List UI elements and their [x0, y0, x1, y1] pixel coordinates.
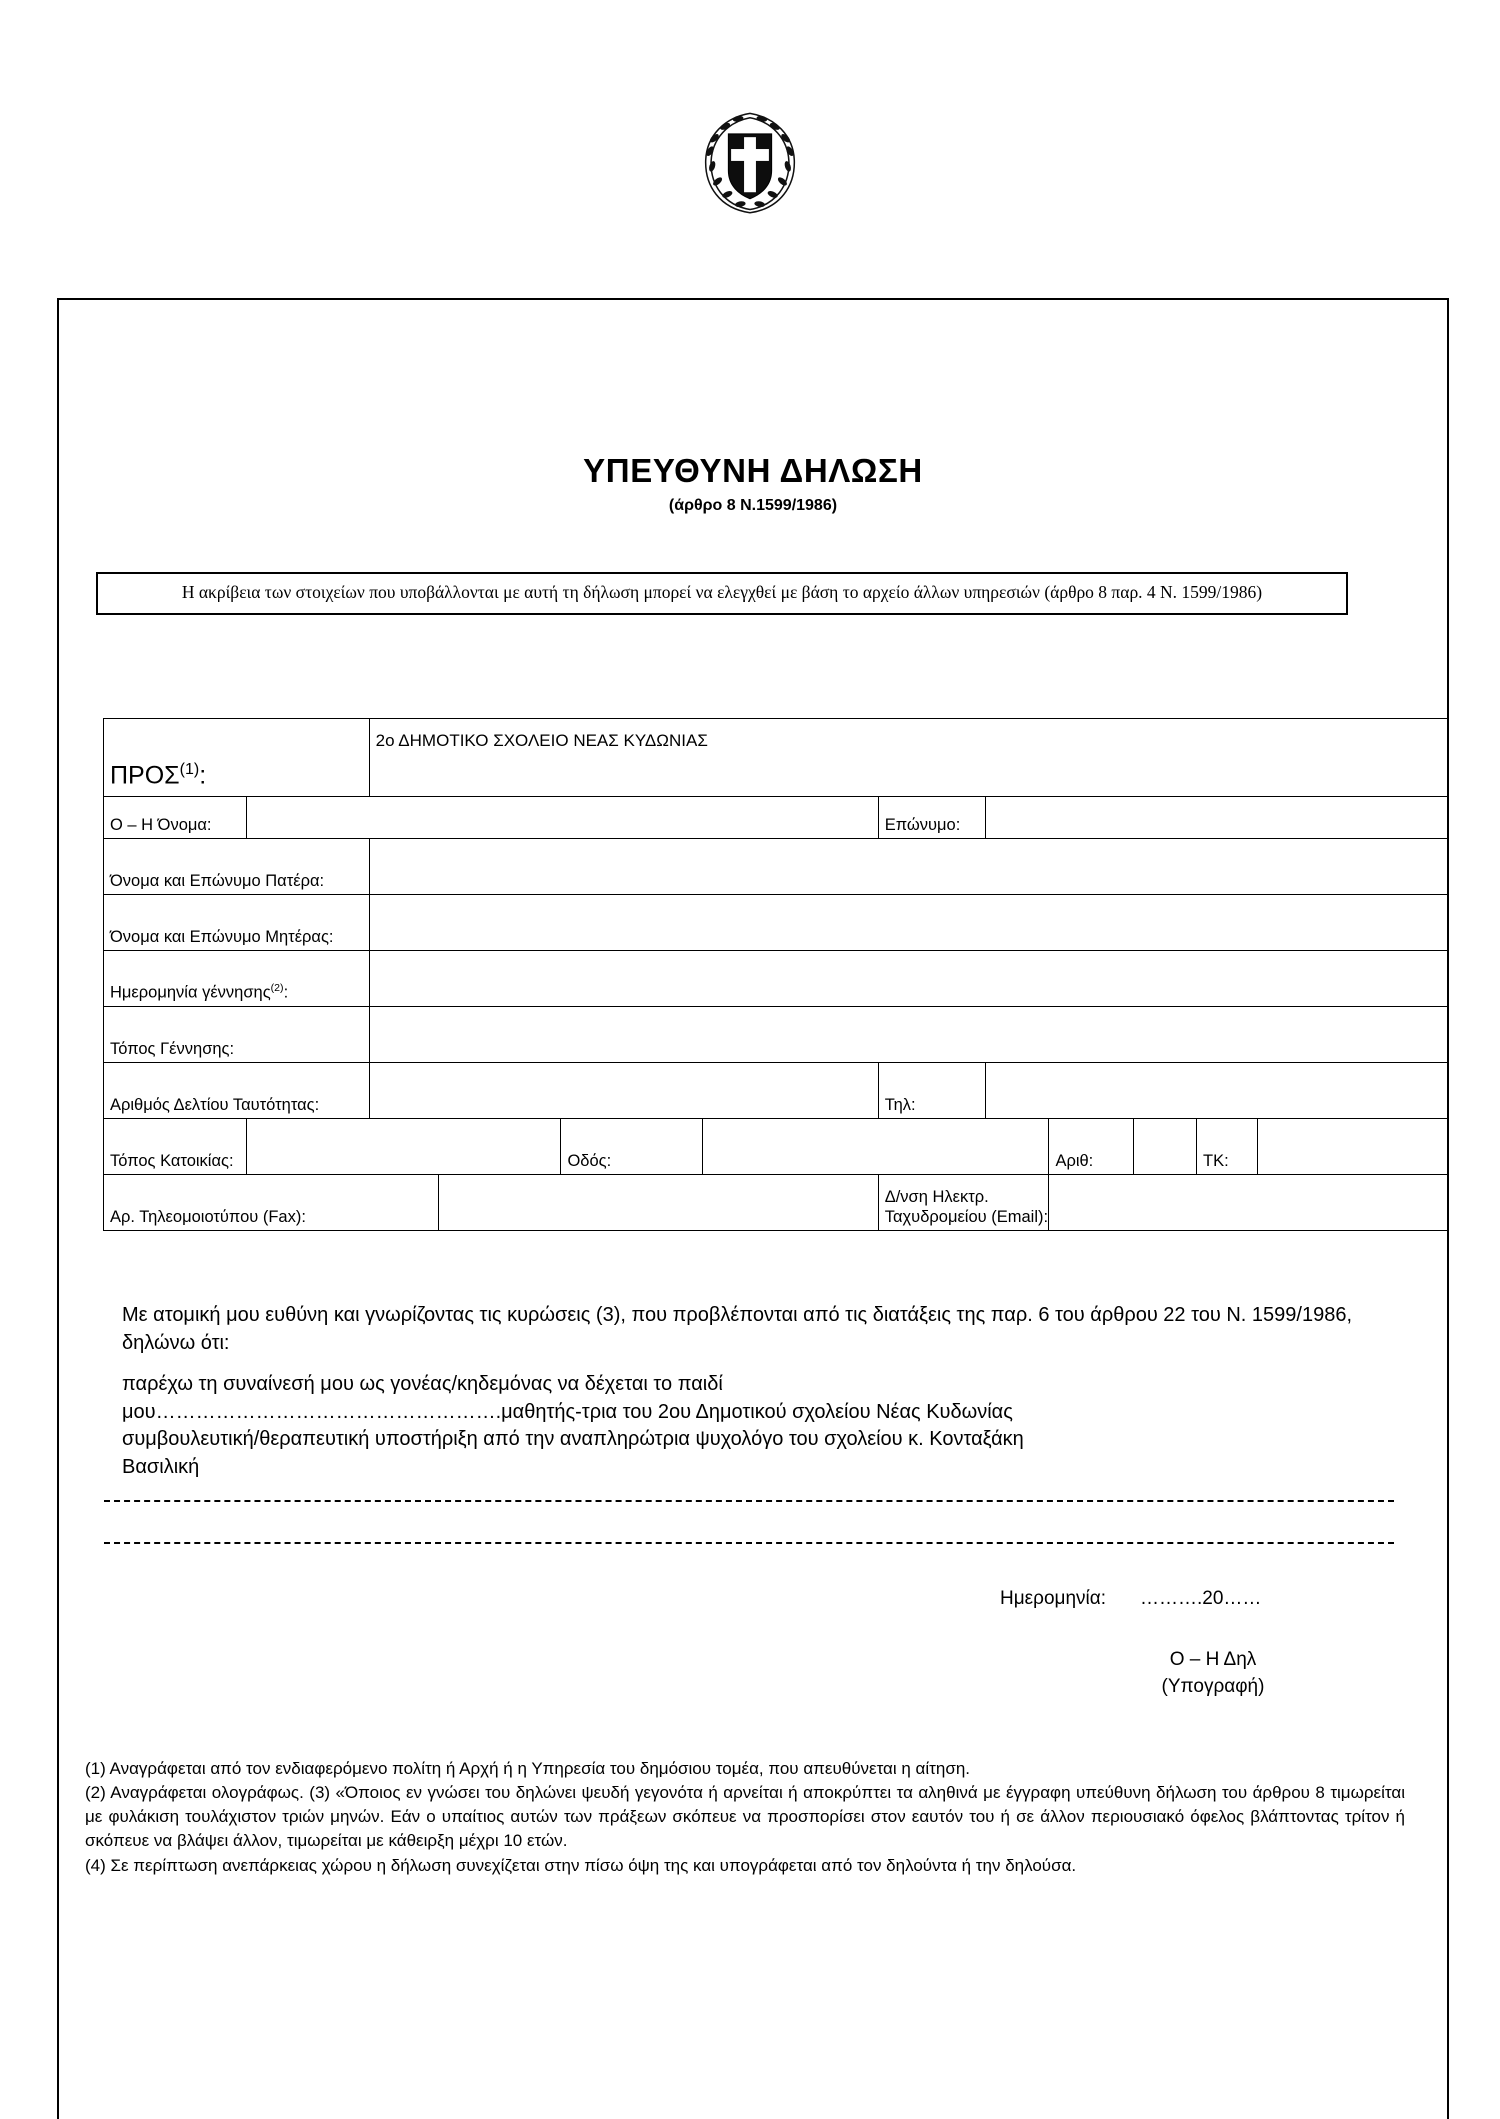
father-name-label: Όνομα και Επώνυμο Πατέρα:	[104, 839, 370, 895]
id-number-field[interactable]	[369, 1063, 878, 1119]
table-row-address	[104, 1119, 1448, 1175]
emblem-container	[0, 108, 1500, 216]
mother-name-field[interactable]	[369, 895, 1447, 951]
date-value[interactable]: ……….20……	[1140, 1588, 1262, 1609]
table-row-birthdate	[104, 951, 1448, 1007]
pros-footnote-marker: (1)	[179, 761, 200, 779]
last-name-label: Επώνυμο:	[878, 797, 986, 839]
street-number-label: Αριθ:	[1049, 1119, 1133, 1175]
declaration-dashed-line-2[interactable]	[104, 1542, 1394, 1544]
declaration-line-4: Βασιλική	[122, 1455, 200, 1478]
page-title: ΥΠΕΥΘΥΝΗ ΔΗΛΩΣΗ	[583, 452, 923, 489]
declarant-signature-area[interactable]	[1000, 1647, 1340, 1701]
pros-label-cell	[104, 719, 370, 797]
hellenic-republic-coat-of-arms-icon	[696, 108, 804, 216]
birthdate-label-cell	[104, 951, 370, 1007]
page-subtitle: (άρθρο 8 Ν.1599/1986)	[668, 496, 838, 514]
recipient-school-value[interactable]: 2ο ΔΗΜΟΤΙΚΟ ΣΧΟΛΕΙΟ ΝΕΑΣ ΚΥΔΩΝΙΑΣ	[369, 719, 1447, 797]
footnotes-section	[85, 1757, 1405, 1878]
birthdate-colon: :	[283, 983, 289, 1002]
footnote-4: (4) Σε περίπτωση ανεπάρκειας χώρου η δήλωση συνεχίζεται στην πίσω όψη της και υπογράφεται από τον δηλούντα ή την δηλούσα.	[85, 1855, 1077, 1875]
last-name-field[interactable]	[986, 797, 1448, 839]
footnote-2-3: (2) Αναγράφεται ολογράφως. (3) «Όποιος εν γνώσει του δηλώνει ψευδή γεγονότα ή αρνείται ή αποκρύπτει τα αληθινά με έγγραφη υπεύθυνη δήλωση του άρθρου 8 τιμωρείται με φυλάκιση τουλάχιστον τριών μηνών. Εάν ο υπαίτιος αυτών των πράξεων σκόπευε να προσπορίσει στον εαυτόν του ή σε άλλον περιουσιακό όφελος βλάπτοντας τρίτον ή σκόπευε να βλάψει άλλον, τιμωρείται με κάθειρξη μέχρι 10 ετών.	[85, 1783, 1405, 1851]
residence-label: Τόπος Κατοικίας:	[104, 1119, 247, 1175]
birthdate-footnote-marker: (2)	[270, 982, 284, 995]
declaration-line-3: συμβουλευτική/θεραπευτική υποστήριξη από την αναπληρώτρια ψυχολόγο του σχολείου κ. Κονταξάκη	[122, 1428, 1024, 1451]
table-row-mother	[104, 895, 1448, 951]
birthdate-field[interactable]	[369, 951, 1447, 1007]
date-label: Ημερομηνία:	[1000, 1588, 1107, 1609]
phone-label: Τηλ:	[878, 1063, 986, 1119]
pros-colon: :	[199, 761, 207, 790]
declaration-intro: Με ατομική μου ευθύνη και γνωρίζοντας τις κυρώσεις (3), που προβλέπονται από τις διατάξεις της παρ. 6 του άρθρου 22 του Ν. 1599/1986, δηλώνω ότι:	[122, 1304, 1352, 1354]
table-row-name	[104, 797, 1448, 839]
table-row-fax-email	[104, 1175, 1448, 1231]
pros-label: ΠΡΟΣ	[110, 761, 180, 790]
fax-field[interactable]	[439, 1175, 879, 1231]
signature-block	[1000, 1586, 1340, 1701]
postcode-field[interactable]	[1258, 1119, 1448, 1175]
street-field[interactable]	[702, 1119, 1049, 1175]
footnote-1: (1) Αναγράφεται από τον ενδιαφερόμενο πολίτη ή Αρχή ή η Υπηρεσία του δημόσιου τομέα, που απευθύνεται η αίτηση.	[85, 1759, 971, 1778]
postcode-label: ΤΚ:	[1197, 1119, 1258, 1175]
recipient-and-personal-data-table	[103, 718, 1448, 1231]
table-row-birthplace	[104, 1007, 1448, 1063]
residence-field[interactable]	[247, 1119, 561, 1175]
signature-label: (Υπογραφή)	[1161, 1675, 1265, 1697]
first-name-label: Ο – Η Όνομα:	[104, 797, 247, 839]
title-block	[57, 452, 1449, 515]
accuracy-notice-box	[96, 572, 1348, 615]
declaration-body	[122, 1302, 1392, 1482]
street-label: Οδός:	[561, 1119, 702, 1175]
declaration-line-2[interactable]: μου…………………………………………….μαθητής-τρια του 2ου Δημοτικού σχολείου Νέας Κυδωνίας	[122, 1400, 1013, 1423]
declarant-label: Ο – Η Δηλ	[1169, 1648, 1257, 1670]
accuracy-notice-text: Η ακρίβεια των στοιχείων που υποβάλλονται με αυτή τη δήλωση μπορεί να ελεγχθεί με βάση το αρχείο άλλων υπηρεσιών (άρθρο 8 παρ. 4 Ν. 1599/1986)	[181, 582, 1263, 602]
table-row-father	[104, 839, 1448, 895]
declaration-line-1: παρέχω τη συναίνεσή μου ως γονέας/κηδεμόνας να δέχεται το παιδί	[122, 1373, 723, 1396]
father-name-field[interactable]	[369, 839, 1447, 895]
phone-field[interactable]	[986, 1063, 1448, 1119]
first-name-field[interactable]	[247, 797, 878, 839]
email-label: Δ/νση Ηλεκτρ. Ταχυδρομείου (Email):	[878, 1175, 1049, 1231]
table-row-recipient	[104, 719, 1448, 797]
date-row	[1000, 1586, 1340, 1613]
fax-label: Αρ. Τηλεομοιοτύπου (Fax):	[104, 1175, 439, 1231]
email-field[interactable]	[1049, 1175, 1448, 1231]
birthdate-label: Ημερομηνία γέννησης	[110, 983, 271, 1002]
birthplace-field[interactable]	[369, 1007, 1447, 1063]
birthplace-label: Τόπος Γέννησης:	[104, 1007, 370, 1063]
table-row-id-phone	[104, 1063, 1448, 1119]
id-number-label: Αριθμός Δελτίου Ταυτότητας:	[104, 1063, 370, 1119]
mother-name-label: Όνομα και Επώνυμο Μητέρας:	[104, 895, 370, 951]
street-number-field[interactable]	[1133, 1119, 1196, 1175]
declaration-dashed-line-1[interactable]	[104, 1500, 1394, 1502]
